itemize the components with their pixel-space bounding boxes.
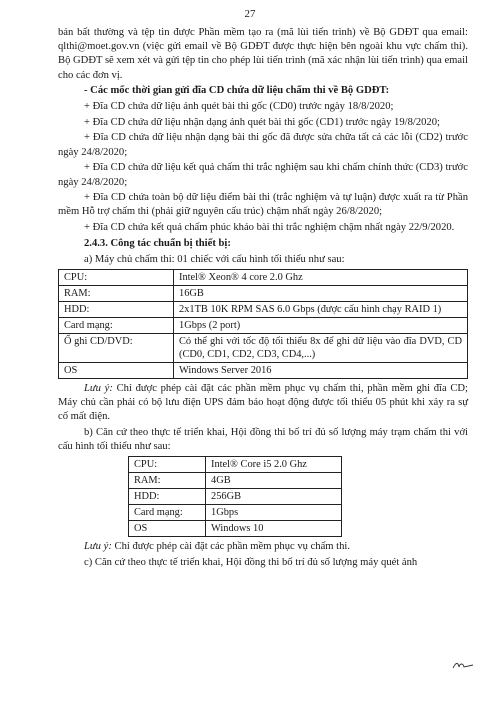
table-row bbox=[129, 489, 342, 505]
initials-signature bbox=[452, 660, 474, 670]
spec-key: OS bbox=[59, 362, 174, 378]
cd-deadline-item: + Đĩa CD chứa kết quả chấm phúc khảo bài thi trắc nghiệm chậm nhất ngày 22/9/2020. bbox=[84, 222, 455, 234]
spec-key: HDD: bbox=[129, 489, 206, 505]
note-text: Chỉ được phép cài đặt các phần mềm phục vụ chấm thi. bbox=[111, 541, 351, 553]
cd-deadline-item: + Đĩa CD chứa dữ liệu ảnh quét bài thi gốc (CD0) trước ngày 18/8/2020; bbox=[84, 101, 394, 113]
table-row bbox=[129, 473, 342, 489]
section-heading: 2.4.3. Công tác chuẩn bị thiết bị: bbox=[84, 237, 231, 249]
scanner-intro: c) Căn cứ theo thực tế triển khai, Hội đồng thi bố trí đủ số lượng máy quét ảnh bbox=[84, 556, 418, 568]
spec-value: 2x1TB 10K RPM SAS 6.0 Gbps (được cấu hình chạy RAID 1) bbox=[174, 301, 468, 317]
table-row bbox=[129, 505, 342, 521]
spec-key: CPU: bbox=[129, 457, 206, 473]
spec-value: 256GB bbox=[206, 489, 342, 505]
spec-value: 1Gbps bbox=[206, 505, 342, 521]
page-number: 27 bbox=[244, 8, 256, 20]
table-row bbox=[129, 457, 342, 473]
note-paragraph bbox=[58, 540, 468, 554]
spec-key: RAM: bbox=[59, 285, 174, 301]
note-label: Lưu ý: bbox=[84, 541, 112, 553]
table-row bbox=[59, 269, 468, 285]
spec-key: Ổ ghi CD/DVD: bbox=[59, 333, 174, 362]
cd-deadline-item: + Đĩa CD chứa dữ liệu nhận dạng bài thi gốc đã được sửa chữa tất cả các lỗi (CD2) trước ngày 24/8/2020; bbox=[58, 132, 468, 158]
spec-value: Intel® Core i5 2.0 Ghz bbox=[206, 457, 342, 473]
spec-value: Windows Server 2016 bbox=[174, 362, 468, 378]
document-body bbox=[58, 26, 468, 572]
cd-deadline-item: + Đĩa CD chứa dữ liệu nhận dạng ảnh quét bài thi gốc (CD1) trước ngày 19/8/2020; bbox=[84, 116, 440, 128]
table-row bbox=[59, 301, 468, 317]
spec-value: Intel® Xeon® 4 core 2.0 Ghz bbox=[174, 269, 468, 285]
paragraph: bản bất thường và tệp tin được Phần mềm tạo ra (mã lùi tiến trình) về Bộ GDĐT qua email: qlthi@moet.gov.vn (việc gửi email về Bộ GDĐT được thực hiện bên ngoài khu vực chấm thi). Bộ GDĐT sẽ xem xét và gửi tệp tin cho phép lùi tiến trình (mã xác nhận lùi tiến trình) qua email cho các đơn vị. bbox=[58, 27, 468, 81]
spec-value: 16GB bbox=[174, 285, 468, 301]
note-text: Chỉ được phép cài đặt các phần mềm phục vụ chấm thi, phần mềm ghi đĩa CD; Máy chủ cần phải có bộ lưu điện UPS đảm bảo hoạt động được tối thiểu 05 phút khi xảy ra sự cố mất điện. bbox=[58, 382, 468, 423]
table-row bbox=[59, 362, 468, 378]
table-row bbox=[129, 521, 342, 537]
server-intro: a) Máy chủ chấm thi: 01 chiếc với cấu hình tối thiểu như sau: bbox=[84, 253, 345, 265]
spec-key: HDD: bbox=[59, 301, 174, 317]
note-paragraph bbox=[58, 382, 468, 425]
workstation-intro: b) Căn cứ theo thực tế triển khai, Hội đồng thi bố trí đủ số lượng máy trạm chấm thi với cấu hình tối thiểu như sau: bbox=[58, 426, 468, 453]
note-label: Lưu ý: bbox=[84, 382, 113, 394]
timeline-heading: - Các mốc thời gian gửi đĩa CD chứa dữ liệu chấm thi về Bộ GDĐT: bbox=[84, 85, 390, 97]
spec-value: 4GB bbox=[206, 473, 342, 489]
spec-value: Windows 10 bbox=[206, 521, 342, 537]
table-row bbox=[59, 317, 468, 333]
spec-key: Card mạng: bbox=[129, 505, 206, 521]
spec-key: RAM: bbox=[129, 473, 206, 489]
table-row bbox=[59, 285, 468, 301]
cd-deadline-item: + Đĩa CD chứa toàn bộ dữ liệu điểm bài thi (trắc nghiệm và tự luận) được xuất ra từ Phần mềm Hỗ trợ chấm thi (phải giữ nguyên cấu trúc) chậm nhất ngày 26/8/2020; bbox=[58, 192, 468, 218]
spec-key: CPU: bbox=[59, 269, 174, 285]
spec-value: Có thể ghi với tốc độ tối thiểu 8x để ghi dữ liệu vào đĩa DVD, CD (CD0, CD1, CD2, CD3, CD4,...) bbox=[174, 333, 468, 362]
spec-key: Card mạng: bbox=[59, 317, 174, 333]
cd-deadline-item: + Đĩa CD chứa dữ liệu kết quả chấm thi trắc nghiệm sau khi chấm chính thức (CD3) trước ngày 24/8/2020; bbox=[58, 162, 468, 188]
spec-value: 1Gbps (2 port) bbox=[174, 317, 468, 333]
spec-key: OS bbox=[129, 521, 206, 537]
workstation-spec-table bbox=[128, 456, 342, 537]
server-spec-table bbox=[58, 269, 468, 379]
table-row bbox=[59, 333, 468, 362]
